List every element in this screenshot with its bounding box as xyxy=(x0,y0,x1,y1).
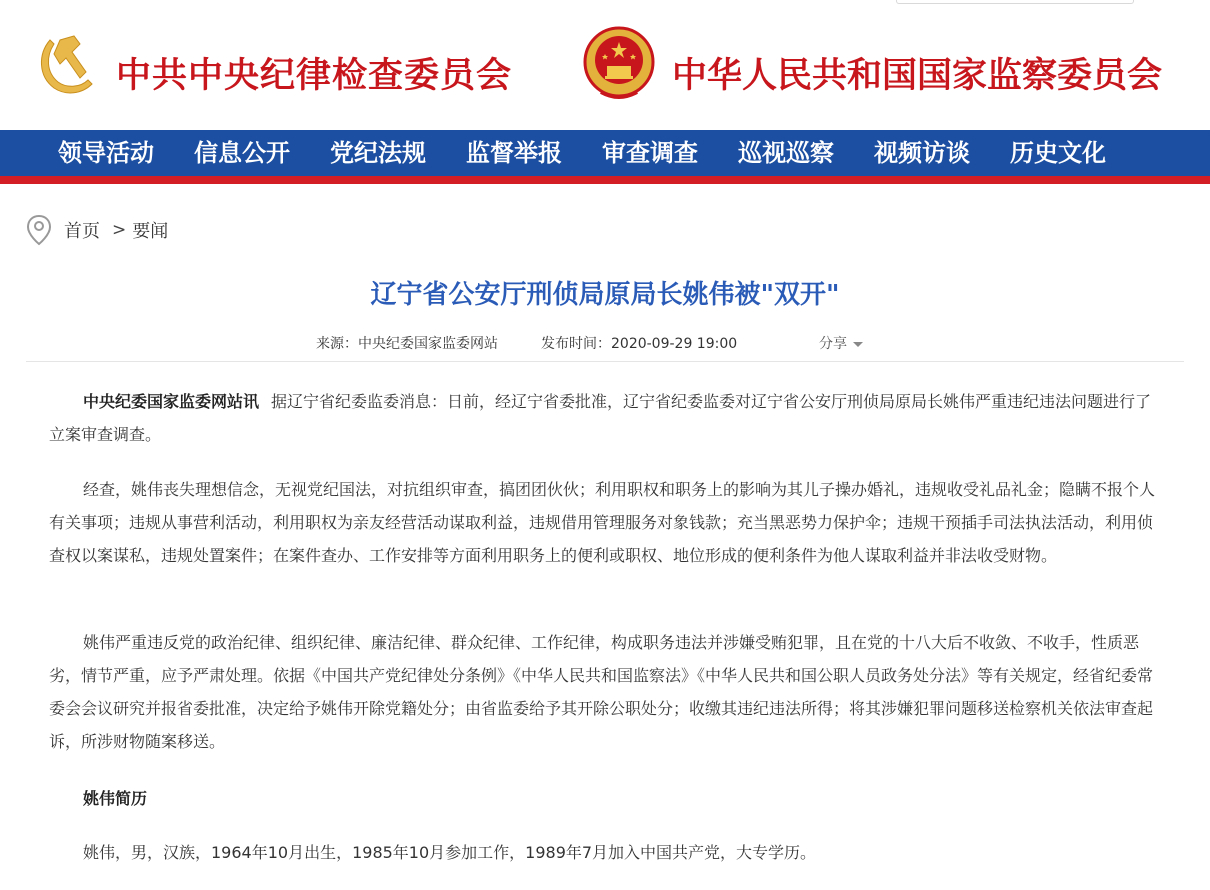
lead-label: 中央纪委国家监委网站讯 xyxy=(83,392,260,411)
nav-item-info-disclosure[interactable]: 信息公开 xyxy=(194,138,290,167)
nav-item-report[interactable]: 监督举报 xyxy=(466,138,562,167)
party-emblem-icon[interactable] xyxy=(30,30,100,100)
location-pin-icon xyxy=(26,214,52,246)
nav-item-investigation[interactable]: 审查调查 xyxy=(602,138,698,167)
paragraph-1 xyxy=(49,385,1161,451)
breadcrumb-home[interactable]: 首页 xyxy=(64,221,100,242)
nav-item-video[interactable]: 视频访谈 xyxy=(874,138,970,167)
article-publish-time: 发布时间：2020-09-29 19:00 xyxy=(541,336,738,352)
paragraph-1-text: 据辽宁省纪委监委消息：日前，经辽宁省委批准，辽宁省纪委监委对辽宁省公安厅刑侦局原局长姚伟严重违纪违法问题进行了立案审查调查。 xyxy=(49,392,1152,444)
main-nav xyxy=(0,130,1210,176)
breadcrumb xyxy=(26,213,168,247)
breadcrumb-current[interactable]: 要闻 xyxy=(132,221,169,242)
cpc-ccdi-title[interactable]: 中共中央纪律检查委员会 xyxy=(116,55,513,96)
nav-item-regulations[interactable]: 党纪法规 xyxy=(330,138,426,167)
breadcrumb-separator: > xyxy=(112,220,127,240)
national-emblem-icon[interactable] xyxy=(583,26,655,102)
nav-accent-stripe xyxy=(0,176,1210,184)
share-label: 分享 xyxy=(819,336,847,352)
nav-item-inspection[interactable]: 巡视巡察 xyxy=(738,138,834,167)
paragraph-2: 经查，姚伟丧失理想信念，无视党纪国法，对抗组织审查，搞团团伙伙；利用职权和职务上的影响为其儿子操办婚礼，违规收受礼品礼金；隐瞒不报个人有关事项；违规从事营利活动，利用职权为亲友经营活动谋取利益，违规借用管理服务对象钱款；充当黑恶势力保护伞；违规干预插手司法执法活动，利用侦查权以案谋私，违规处置案件；在案件查办、工作安排等方面利用职务上的便利或职权、地位形成的便利条件为他人谋取利益并非法收受财物。 xyxy=(49,480,1156,565)
nsc-title[interactable]: 中华人民共和国国家监察委员会 xyxy=(672,55,1163,96)
site-header xyxy=(0,0,1210,130)
article-source: 来源：中央纪委国家监委网站 xyxy=(316,336,498,352)
paragraph-resume: 姚伟，男，汉族，1964年10月出生，1985年10月参加工作，1989年7月加入中国共产党，大专学历。 xyxy=(83,843,817,862)
share-button[interactable] xyxy=(819,333,863,353)
article-title: 辽宁省公安厅刑侦局原局长姚伟被"双开" xyxy=(370,280,840,310)
nav-item-history[interactable]: 历史文化 xyxy=(1010,138,1106,167)
paragraph-3: 姚伟严重违反党的政治纪律、组织纪律、廉洁纪律、群众纪律、工作纪律，构成职务违法并涉嫌受贿犯罪，且在党的十八大后不收敛、不收手，性质恶劣，情节严重，应予严肃处理。依据《中国共产党纪律处分条例》《中华人民共和国监察法》《中华人民共和国公职人员政务处分法》等有关规定，经省纪委常委会会议研究并报省委批准，决定给予姚伟开除党籍处分；由省监委给予其开除公职处分；收缴其违纪违法所得；将其涉嫌犯罪问题移送检察机关依法审查起诉，所涉财物随案移送。 xyxy=(49,633,1154,751)
chevron-down-icon xyxy=(853,342,863,347)
resume-heading: 姚伟简历 xyxy=(83,789,148,808)
nav-item-leadership[interactable]: 领导活动 xyxy=(58,138,154,167)
meta-divider xyxy=(26,361,1184,362)
